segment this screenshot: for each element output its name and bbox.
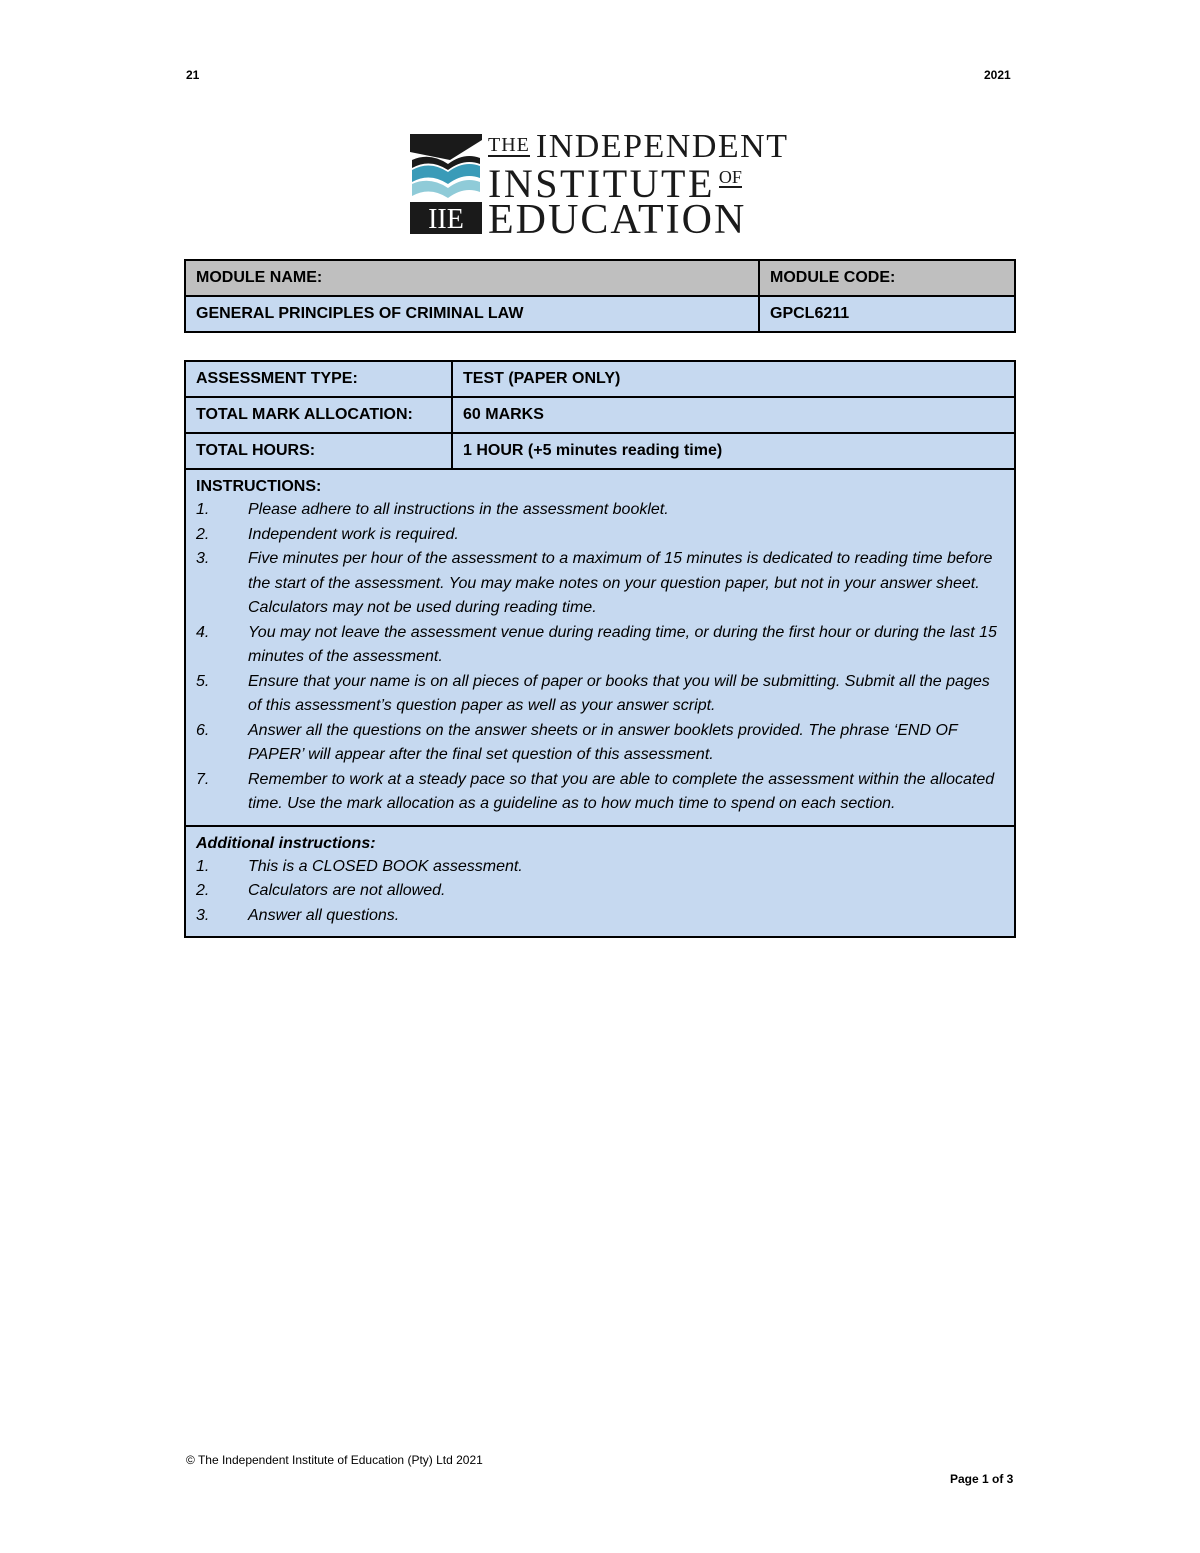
list-item-number: 3. xyxy=(196,906,210,924)
footer-page-number: Page 1 of 3 xyxy=(950,1472,1014,1486)
list-item xyxy=(196,879,1004,904)
additional-instructions-title: Additional instructions: xyxy=(196,834,376,852)
list-item xyxy=(196,498,1004,523)
list-item-number: 1. xyxy=(196,501,210,518)
header-right-year: 2021 xyxy=(984,68,1011,82)
footer-copyright: © The Independent Institute of Education (Pty) Ltd 2021 xyxy=(186,1453,483,1467)
list-item-text: Answer all questions. xyxy=(248,906,400,924)
list-item-number: 1. xyxy=(196,857,210,875)
module-code-value: GPCL6211 xyxy=(759,296,1015,332)
list-item-text: This is a CLOSED BOOK assessment. xyxy=(248,857,523,875)
list-item-number: 3. xyxy=(196,550,210,567)
header-left-number: 21 xyxy=(186,68,200,82)
logo-education: EDUCATION xyxy=(488,197,747,243)
list-item-number: 6. xyxy=(196,721,210,739)
logo-of: OF xyxy=(718,167,742,187)
list-item xyxy=(196,547,1004,621)
additional-instructions-list xyxy=(196,855,1004,929)
total-hours-label: TOTAL HOURS: xyxy=(185,433,452,469)
list-item-text: You may not leave the assessment venue during reading time, or during the first hour or during the last 15 minutes of the assessment. xyxy=(248,623,997,665)
list-item xyxy=(196,855,1004,880)
total-marks-value: 60 MARKS xyxy=(452,397,1015,433)
logo-institute: INSTITUTE xyxy=(488,161,715,206)
list-item xyxy=(196,904,1004,929)
list-item xyxy=(196,670,1004,719)
list-item-text: Independent work is required. xyxy=(248,525,459,543)
total-marks-label: TOTAL MARK ALLOCATION: xyxy=(185,397,452,433)
module-name-value: GENERAL PRINCIPLES OF CRIMINAL LAW xyxy=(185,296,759,332)
module-code-label: MODULE CODE: xyxy=(759,260,1015,296)
iie-logo xyxy=(410,128,790,243)
list-item-number: 4. xyxy=(196,623,210,641)
list-item xyxy=(196,768,1004,817)
additional-instructions-section xyxy=(185,826,1015,938)
assessment-type-value: TEST (PAPER ONLY) xyxy=(452,361,1015,397)
list-item-number: 2. xyxy=(196,882,210,899)
instructions-list xyxy=(196,498,1004,817)
list-item-number: 2. xyxy=(196,525,210,543)
list-item-text: Please adhere to all instructions in the assessment booklet. xyxy=(248,501,669,518)
list-item-number: 5. xyxy=(196,672,210,690)
list-item-text: Calculators are not allowed. xyxy=(248,882,446,899)
list-item xyxy=(196,719,1004,768)
logo-independent: INDEPENDENT xyxy=(535,128,789,165)
logo-the: THE xyxy=(488,134,530,156)
list-item-text: Answer all the questions on the answer sheets or in answer booklets provided. The phrase ‘END OF PAPER’ will appear after the final set question of this assessment. xyxy=(248,721,958,763)
logo-badge-text: IIE xyxy=(428,204,464,235)
instructions-title: INSTRUCTIONS: xyxy=(196,478,322,495)
list-item-text: Remember to work at a steady pace so that you are able to complete the assessment within the allocated time. Use the mark allocation as a guideline as to how much time to spend on each section. xyxy=(248,770,995,812)
assessment-type-label: ASSESSMENT TYPE: xyxy=(185,361,452,397)
list-item-number: 7. xyxy=(196,770,210,788)
assessment-table xyxy=(184,360,1016,938)
iie-book-emblem-icon xyxy=(410,130,482,236)
list-item xyxy=(196,621,1004,670)
list-item-text: Five minutes per hour of the assessment to a maximum of 15 minutes is dedicated to reading time before the start of the assessment. You may make notes on your question paper, but not in your answer sheet. Calculators may not be used during reading time. xyxy=(248,550,993,616)
list-item-text: Ensure that your name is on all pieces of paper or books that you will be submitting. Submit all the pages of this assessment’s question paper as well as your answer script. xyxy=(248,672,990,714)
list-item xyxy=(196,523,1004,548)
instructions-section xyxy=(185,469,1015,826)
total-hours-value: 1 HOUR (+5 minutes reading time) xyxy=(452,433,1015,469)
module-name-label: MODULE NAME: xyxy=(185,260,759,296)
module-table xyxy=(184,259,1016,333)
